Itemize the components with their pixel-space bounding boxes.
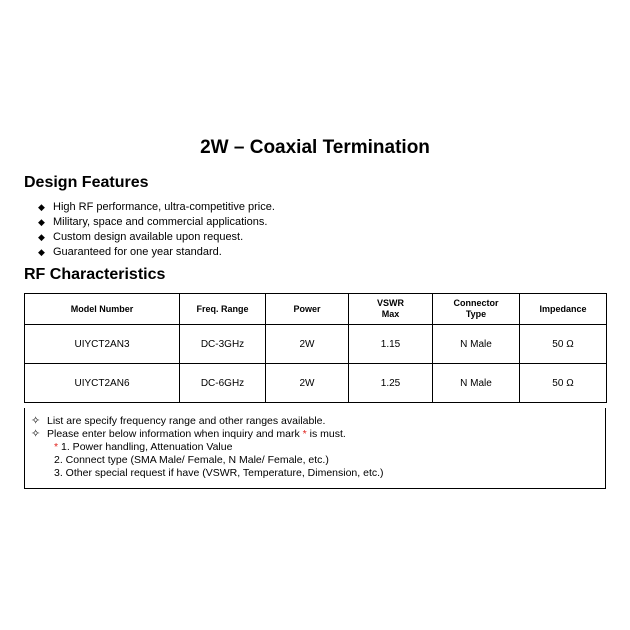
column-header-power: Power (266, 294, 349, 325)
list-item (38, 200, 275, 215)
note-item (25, 415, 605, 428)
star-bullet-icon: ✧ (31, 428, 41, 440)
cell-freq: DC-6GHz (180, 364, 266, 403)
vswr-sub-label: Max (381, 309, 400, 319)
note-sub-item (25, 467, 605, 480)
list-item (38, 215, 275, 230)
cell-freq: DC-3GHz (180, 325, 266, 364)
note-sub-item (25, 441, 605, 454)
note-text (47, 428, 346, 441)
design-features-heading: Design Features (24, 174, 149, 191)
diamond-bullet-icon: ◆ (38, 247, 45, 257)
note-sub-text: 1. Power handling, Attenuation Value (58, 441, 233, 453)
diamond-bullet-icon: ◆ (38, 232, 45, 242)
table-row (25, 364, 607, 403)
column-header-impedance: Impedance (520, 294, 607, 325)
list-item (38, 230, 275, 245)
note-item (25, 428, 605, 441)
column-header-freq: Freq. Range (180, 294, 266, 325)
table-header-row (25, 294, 607, 325)
list-item (38, 245, 275, 260)
design-features-list (38, 200, 275, 260)
column-header-vswr (349, 294, 433, 325)
cell-power: 2W (266, 325, 349, 364)
note-sub-item (25, 454, 605, 467)
diamond-bullet-icon: ◆ (38, 202, 45, 212)
page-title: 2W – Coaxial Termination (200, 137, 430, 158)
table-row (25, 325, 607, 364)
note-text: List are specify frequency range and other ranges available. (47, 415, 326, 427)
cell-impedance: 50 Ω (520, 325, 607, 364)
connector-sub-label: Type (465, 309, 487, 319)
required-mark: * (302, 428, 307, 440)
rf-spec-table (24, 293, 607, 403)
rf-characteristics-heading: RF Characteristics (24, 266, 166, 283)
feature-text: Guaranteed for one year standard. (53, 246, 222, 258)
note-text-part: is must. (306, 428, 346, 440)
notes-box (24, 408, 606, 489)
cell-vswr: 1.25 (349, 364, 433, 403)
note-sub-text: 2. Connect type (SMA Male/ Female, N Male/ Female, etc.) (54, 454, 329, 466)
feature-text: Military, space and commercial applications. (53, 216, 268, 228)
cell-connector: N Male (433, 364, 520, 403)
column-header-model: Model Number (25, 294, 180, 325)
cell-connector: N Male (433, 325, 520, 364)
vswr-label: VSWR (377, 298, 404, 308)
column-header-connector (433, 294, 520, 325)
feature-text: High RF performance, ultra-competitive price. (53, 201, 275, 213)
cell-vswr: 1.15 (349, 325, 433, 364)
note-text-part: Please enter below information when inquiry and mark (47, 428, 303, 440)
required-mark: * (54, 441, 59, 453)
star-bullet-icon: ✧ (31, 415, 41, 427)
cell-model: UIYCT2AN6 (25, 364, 180, 403)
cell-model: UIYCT2AN3 (25, 325, 180, 364)
cell-power: 2W (266, 364, 349, 403)
note-sub-text: 3. Other special request if have (VSWR, Temperature, Dimension, etc.) (54, 467, 384, 479)
connector-label: Connector (453, 298, 499, 308)
diamond-bullet-icon: ◆ (38, 217, 45, 227)
feature-text: Custom design available upon request. (53, 231, 244, 243)
cell-impedance: 50 Ω (520, 364, 607, 403)
